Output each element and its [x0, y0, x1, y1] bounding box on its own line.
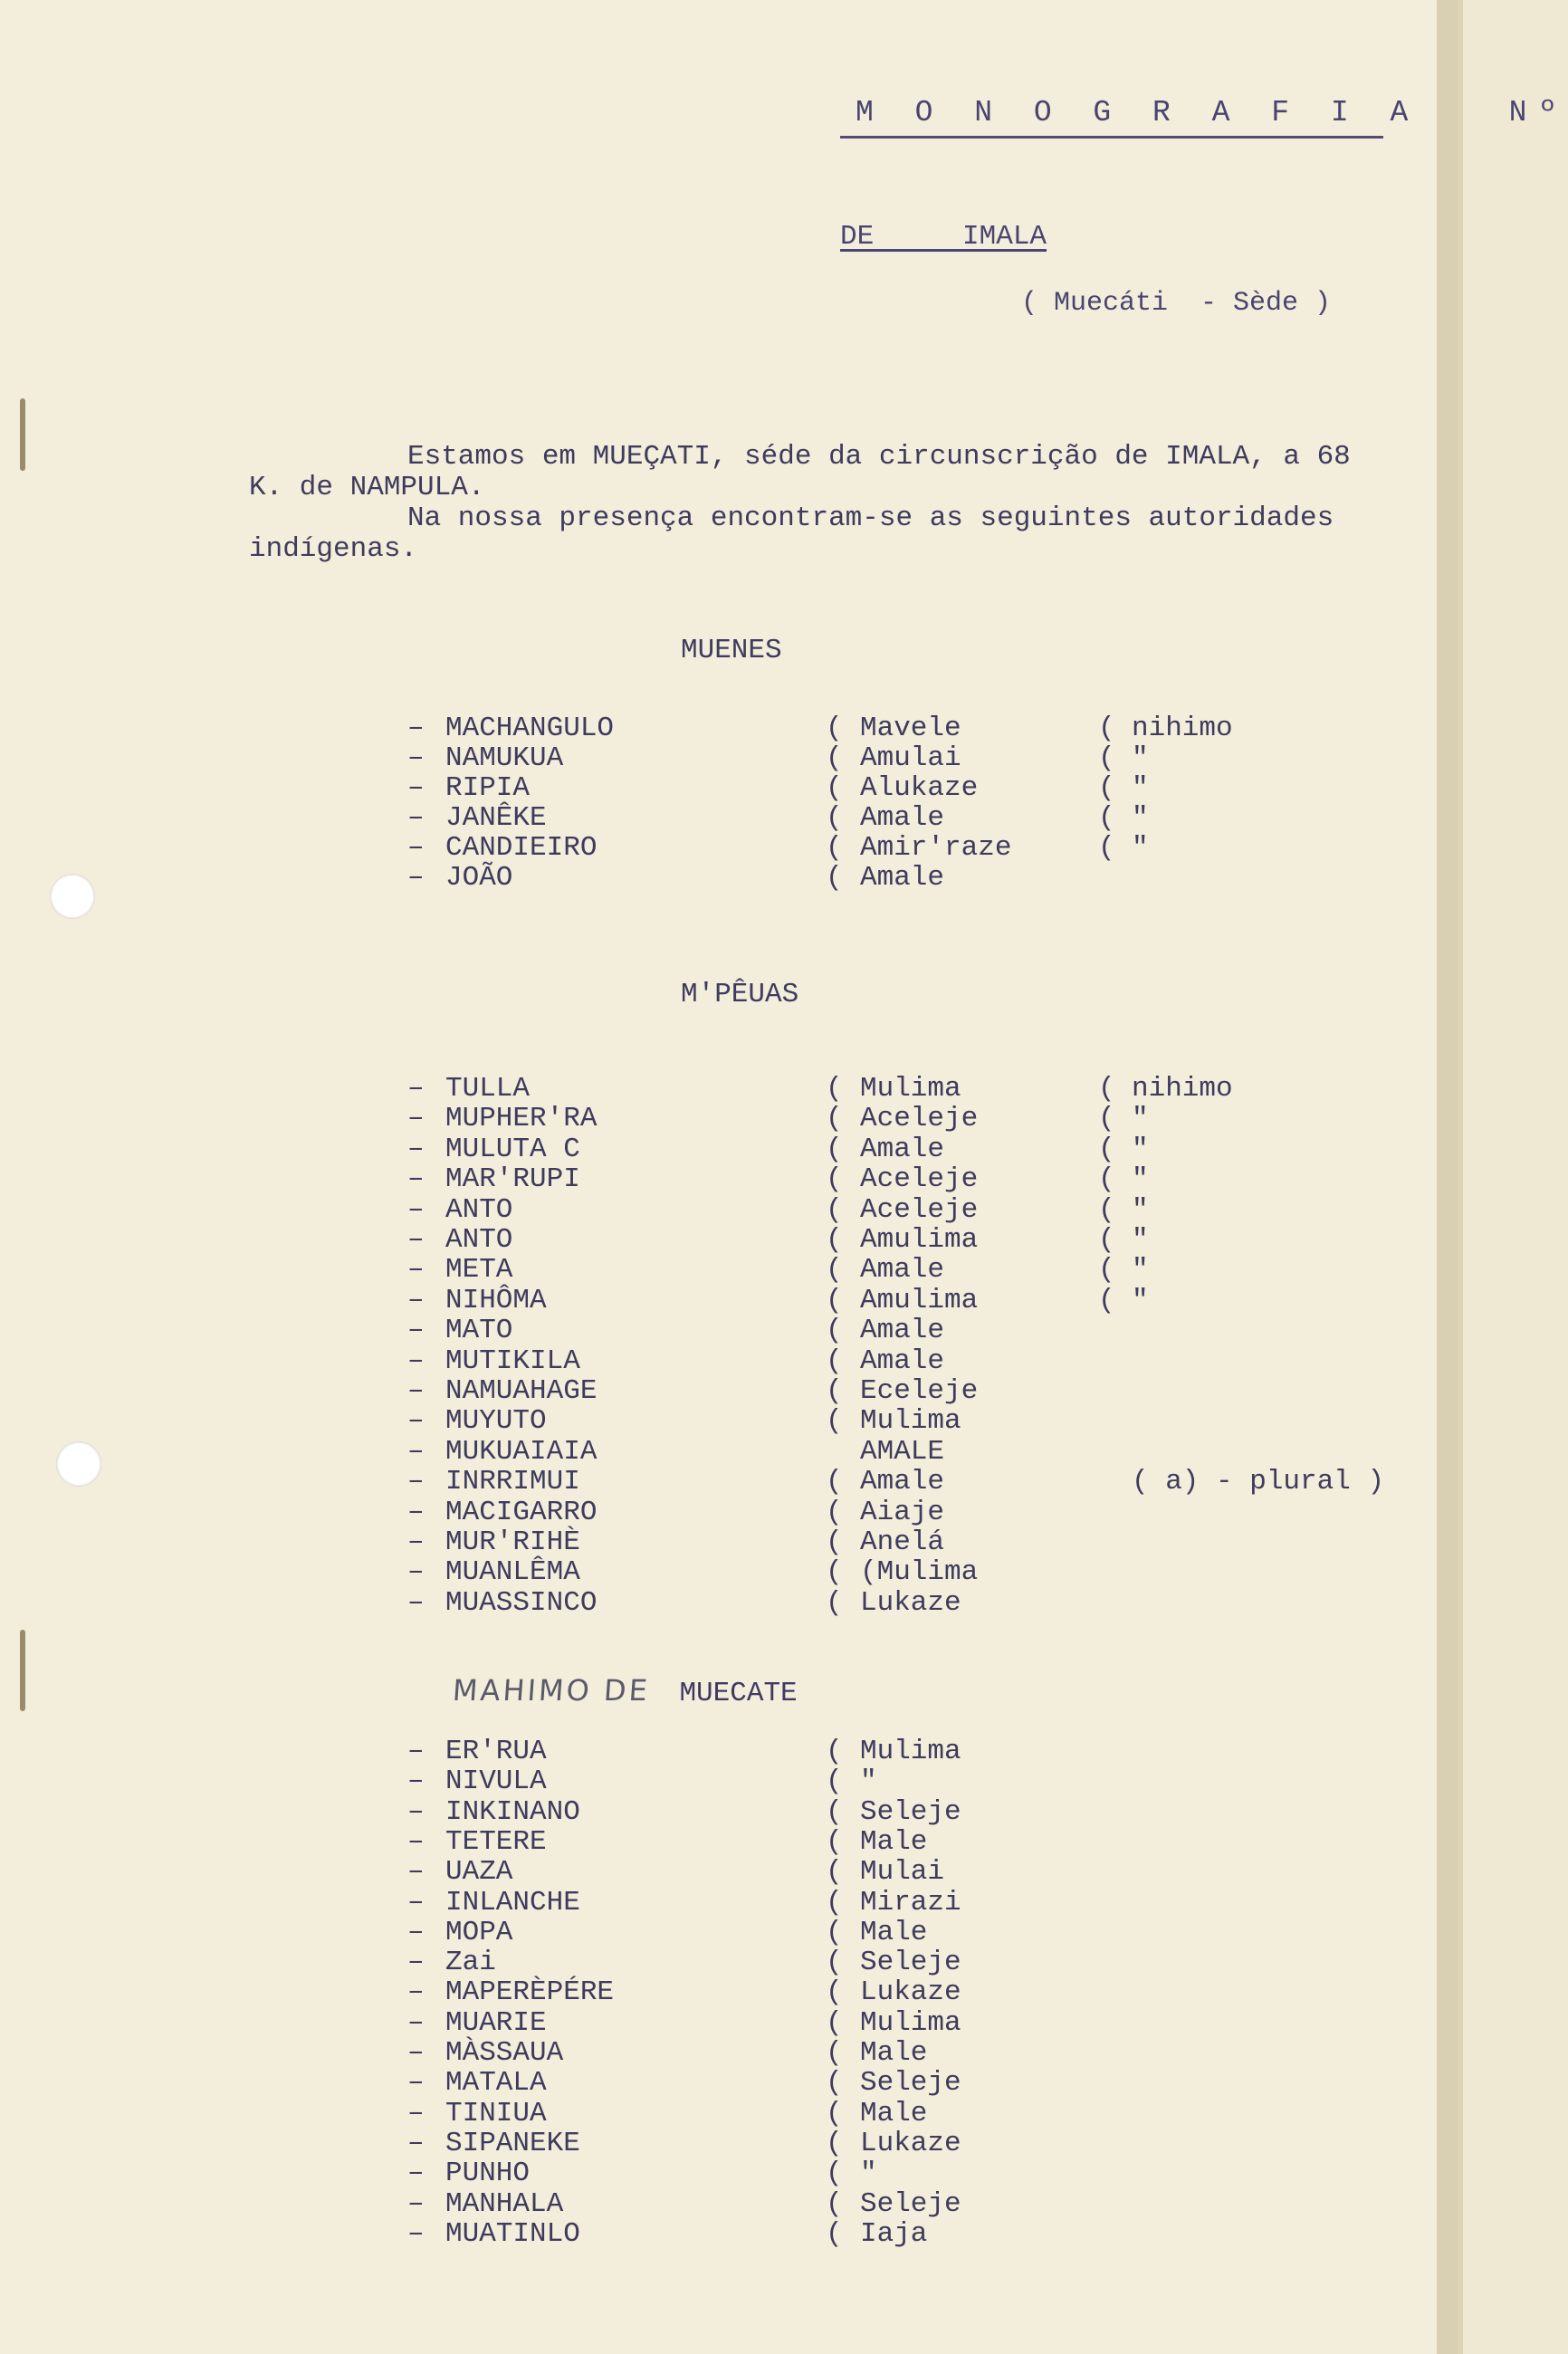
entry-par1: (: [826, 1586, 843, 1619]
list-item: [407, 1557, 1403, 1588]
entry-v1: Seleje: [860, 2067, 961, 2100]
entry-v2: ": [1132, 802, 1149, 834]
section-heading-mpeuas: M'PÊUAS: [681, 979, 799, 1010]
entry-par1: (: [826, 1947, 843, 1979]
entry-v1: Amale: [860, 1466, 945, 1498]
entry-v1: Lukaze: [860, 1586, 961, 1619]
list-item: [407, 1225, 1403, 1256]
entry-name: MUPHER'RA: [445, 1103, 598, 1135]
entry-v1: Amale: [860, 1344, 945, 1377]
entry-dash: –: [407, 832, 425, 864]
entry-name: MACHANGULO: [445, 713, 615, 744]
list-item: [407, 1437, 1403, 1468]
list-item: [407, 743, 1403, 774]
entry-v2: ": [1132, 1254, 1149, 1287]
entry-par1: (: [826, 1526, 843, 1558]
list-item: [407, 1406, 1403, 1437]
entry-name: Zai: [445, 1947, 496, 1979]
entry-dash: –: [407, 1375, 425, 1407]
entry-dash: –: [407, 1254, 425, 1287]
entry-v1: Anelá: [860, 1526, 945, 1558]
list-item: [407, 1074, 1403, 1105]
entry-dash: –: [407, 1795, 425, 1828]
list-item: [407, 1255, 1403, 1286]
list-item: [407, 2038, 1403, 2069]
intro-line-3: Na nossa presença encontram-se as seguintes autoridades: [407, 502, 1334, 534]
entry-v1: Eceleje: [860, 1375, 979, 1407]
entry-v2: ": [1132, 742, 1149, 774]
list-item: [407, 1376, 1403, 1407]
entry-name: NAMUAHAGE: [445, 1375, 598, 1407]
entry-par1: (: [826, 772, 843, 804]
list-item: [407, 1857, 1403, 1888]
binding-mark: [20, 398, 25, 471]
typed-heading: MUECATE: [679, 1678, 798, 1709]
entry-par1: (: [826, 2067, 843, 2100]
entry-par1: (: [826, 862, 843, 894]
entry-v2: ": [1132, 1103, 1149, 1135]
list-item: [407, 1316, 1403, 1346]
entry-dash: –: [407, 1825, 425, 1858]
entry-v1: Seleje: [860, 1795, 961, 1828]
entry-par1: (: [826, 1284, 843, 1316]
entry-par2: (: [1098, 1224, 1115, 1256]
entry-name: JOÃO: [445, 862, 513, 894]
entry-par1: (: [826, 713, 843, 744]
list-item: [407, 803, 1403, 834]
document-subtitle: DE IMALA: [840, 221, 1047, 253]
entry-par1: (: [826, 1375, 843, 1407]
entry-dash: –: [407, 2067, 425, 2100]
entry-par1: (: [826, 1825, 843, 1858]
list-item: [407, 1918, 1403, 1948]
intro-line-1: Estamos em MUEÇATI, séde da circunscrição de IMALA, a 68: [407, 441, 1351, 473]
entry-v2: ( a) - plural ): [1132, 1466, 1385, 1498]
entry-name: TINIUA: [445, 2097, 547, 2129]
entry-par1: (: [826, 1163, 843, 1196]
entry-v1: Amulima: [860, 1284, 979, 1316]
entry-name: INRRIMUI: [445, 1466, 580, 1498]
title-underline: [840, 136, 1383, 139]
entry-dash: –: [407, 1405, 425, 1438]
list-item: [407, 1588, 1403, 1619]
entry-name: MATALA: [445, 2067, 547, 2100]
list-item: [407, 2219, 1403, 2250]
entry-dash: –: [407, 2097, 425, 2129]
document-title: M O N O G R A F I A Nº: [856, 96, 1568, 129]
entry-par1: (: [826, 1556, 843, 1589]
entry-name: ER'RUA: [445, 1736, 547, 1767]
punch-hole-top: [50, 874, 95, 919]
entry-name: MAPERÈPÉRE: [445, 1976, 615, 2009]
entry-dash: –: [407, 1496, 425, 1528]
entry-dash: –: [407, 2217, 425, 2250]
section-heading-mahimo: [453, 1673, 798, 1709]
entry-name: ANTO: [445, 1224, 513, 1256]
entry-name: MUR'RIHÈ: [445, 1526, 580, 1558]
entry-dash: –: [407, 1856, 425, 1889]
punch-hole-bottom: [56, 1441, 101, 1487]
entry-dash: –: [407, 1103, 425, 1135]
entry-dash: –: [407, 1284, 425, 1316]
entry-v1: Amulima: [860, 1224, 979, 1256]
entry-par1: (: [826, 2127, 843, 2159]
entry-v2: ": [1132, 1224, 1149, 1256]
entry-v1: Male: [860, 2037, 928, 2069]
entry-par2: (: [1098, 1103, 1115, 1135]
entry-dash: –: [407, 1435, 425, 1468]
entry-name: MÀSSAUA: [445, 2037, 564, 2069]
list-item: [407, 1766, 1403, 1797]
entry-par1: (: [826, 1795, 843, 1828]
entry-dash: –: [407, 1193, 425, 1226]
entry-name: MANHALA: [445, 2187, 564, 2220]
entry-par2: (: [1098, 713, 1115, 744]
list-item: [407, 1977, 1403, 2008]
entry-v1: Amale: [860, 802, 945, 834]
list-item: [407, 1134, 1403, 1165]
entry-dash: –: [407, 1133, 425, 1165]
entry-v1: Aceleje: [860, 1193, 979, 1226]
entry-par1: (: [826, 2037, 843, 2069]
entry-par1: (: [826, 802, 843, 834]
entry-v1: Mulai: [860, 1856, 945, 1889]
entry-v1: ": [860, 2158, 877, 2190]
entry-par2: (: [1098, 1073, 1115, 1105]
entry-dash: –: [407, 2187, 425, 2220]
entry-dash: –: [407, 1163, 425, 1196]
entry-v1: AMALE: [860, 1435, 945, 1468]
entry-par1: (: [826, 1916, 843, 1948]
entry-par1: (: [826, 832, 843, 864]
entry-par2: (: [1098, 802, 1115, 834]
list-item: [407, 2189, 1403, 2220]
entry-dash: –: [407, 1315, 425, 1347]
entry-par1: (: [826, 1073, 843, 1105]
entry-v1: Amale: [860, 1315, 945, 1347]
entry-name: MATO: [445, 1315, 513, 1347]
entry-v2: ": [1132, 772, 1149, 804]
entry-par1: (: [826, 1886, 843, 1919]
entry-dash: –: [407, 1916, 425, 1948]
entry-v1: Aceleje: [860, 1163, 979, 1196]
entry-v1: ": [860, 1766, 877, 1798]
entry-par2: (: [1098, 1193, 1115, 1226]
entry-par1: (: [826, 1224, 843, 1256]
entry-name: PUNHO: [445, 2158, 531, 2190]
entry-name: RIPIA: [445, 772, 531, 804]
entry-v2: nihimo: [1132, 713, 1233, 744]
entry-par1: (: [826, 1976, 843, 2009]
entry-par1: (: [826, 1766, 843, 1798]
entry-v1: Aceleje: [860, 1103, 979, 1135]
entry-name: MUATINLO: [445, 2217, 580, 2250]
entry-dash: –: [407, 1886, 425, 1919]
entry-name: UAZA: [445, 1856, 513, 1889]
list-item: [407, 1498, 1403, 1528]
entry-par1: (: [826, 1405, 843, 1438]
entry-par1: (: [826, 1856, 843, 1889]
list-item: [407, 2099, 1403, 2129]
entry-name: META: [445, 1254, 513, 1287]
entry-par2: (: [1098, 1163, 1115, 1196]
entry-name: TULLA: [445, 1073, 531, 1105]
entry-name: MUASSINCO: [445, 1586, 598, 1619]
list-item: [407, 1286, 1403, 1316]
entry-v2: ": [1132, 832, 1149, 864]
entry-v2: ": [1132, 1284, 1149, 1316]
list-item: [407, 863, 1403, 894]
handwritten-heading: MAHIMO DE: [451, 1673, 652, 1708]
intro-line-2: K. de NAMPULA.: [249, 472, 485, 503]
entry-v1: Mulima: [860, 2006, 961, 2039]
entry-dash: –: [407, 742, 425, 774]
list-item: [407, 1195, 1403, 1226]
intro-line-4: indígenas.: [249, 533, 418, 565]
entry-v1: Male: [860, 1825, 928, 1858]
entry-par1: (: [826, 742, 843, 774]
entry-name: MUANLÊMA: [445, 1556, 580, 1589]
entry-name: CANDIEIRO: [445, 832, 598, 864]
entry-v1: Male: [860, 1916, 928, 1948]
entry-v2: nihimo: [1132, 1073, 1233, 1105]
entry-dash: –: [407, 1224, 425, 1256]
entry-v1: Lukaze: [860, 1976, 961, 2009]
entry-name: NAMUKUA: [445, 742, 564, 774]
entry-par1: (: [826, 2217, 843, 2250]
entry-name: JANÊKE: [445, 802, 547, 834]
entry-par1: (: [826, 2158, 843, 2190]
list-item: [407, 1527, 1403, 1558]
entry-par1: (: [826, 1466, 843, 1498]
entry-v1: Mirazi: [860, 1886, 961, 1919]
entry-par1: (: [826, 2006, 843, 2039]
list-item: [407, 1104, 1403, 1134]
entry-dash: –: [407, 2158, 425, 2190]
section-heading-muenes: MUENES: [681, 635, 782, 666]
entry-name: MUTIKILA: [445, 1344, 580, 1377]
entry-par2: (: [1098, 1133, 1115, 1165]
entry-dash: –: [407, 1947, 425, 1979]
entry-name: MUKUAIAIA: [445, 1435, 598, 1468]
entry-par1: (: [826, 1496, 843, 1528]
entry-par2: (: [1098, 742, 1115, 774]
binding-mark: [20, 1630, 25, 1711]
entry-par1: (: [826, 1103, 843, 1135]
entry-dash: –: [407, 1466, 425, 1498]
entry-v2: ": [1132, 1163, 1149, 1196]
entry-dash: –: [407, 1526, 425, 1558]
list-item: [407, 1164, 1403, 1195]
entry-v1: Male: [860, 2097, 928, 2129]
entry-v1: Amir'raze: [860, 832, 1012, 864]
list-item: [407, 1346, 1403, 1377]
entry-v1: Mavele: [860, 713, 961, 744]
entry-v1: (Mulima: [860, 1556, 979, 1589]
entry-name: TETERE: [445, 1825, 547, 1858]
entry-dash: –: [407, 1073, 425, 1105]
entry-v1: Mulima: [860, 1405, 961, 1438]
entry-par2: (: [1098, 772, 1115, 804]
entry-par1: (: [826, 1254, 843, 1287]
entry-v2: ": [1132, 1133, 1149, 1165]
list-item: [407, 1737, 1403, 1767]
entry-dash: –: [407, 862, 425, 894]
list-item: [407, 1947, 1403, 1978]
entry-dash: –: [407, 1344, 425, 1377]
entry-dash: –: [407, 1766, 425, 1798]
location-note: ( Muecáti - Sède ): [1021, 288, 1332, 319]
entry-dash: –: [407, 2127, 425, 2159]
list-item: [407, 1797, 1403, 1828]
entry-v1: Seleje: [860, 1947, 961, 1979]
entry-par2: (: [1098, 1284, 1115, 1316]
entry-v1: Amale: [860, 862, 945, 894]
entry-par1: (: [826, 1133, 843, 1165]
entry-v1: Aiaje: [860, 1496, 945, 1528]
entry-v1: Amale: [860, 1254, 945, 1287]
entry-name: ANTO: [445, 1193, 513, 1226]
entry-dash: –: [407, 713, 425, 744]
entry-dash: –: [407, 1586, 425, 1619]
entry-dash: –: [407, 1736, 425, 1767]
entry-dash: –: [407, 1976, 425, 2009]
entry-name: MUYUTO: [445, 1405, 547, 1438]
entry-name: SIPANEKE: [445, 2127, 580, 2159]
entry-par1: (: [826, 2097, 843, 2129]
entry-v1: Lukaze: [860, 2127, 961, 2159]
entry-v1: Mulima: [860, 1073, 961, 1105]
entry-par1: (: [826, 1344, 843, 1377]
entry-par1: (: [826, 1193, 843, 1226]
entry-name: MACIGARRO: [445, 1496, 598, 1528]
entry-dash: –: [407, 2006, 425, 2039]
entry-v1: Alukaze: [860, 772, 979, 804]
entry-dash: –: [407, 772, 425, 804]
entry-v1: Seleje: [860, 2187, 961, 2220]
list-item: [407, 2158, 1403, 2189]
entry-v1: Iaja: [860, 2217, 928, 2250]
entry-name: INKINANO: [445, 1795, 580, 1828]
entry-par1: (: [826, 1315, 843, 1347]
entry-par1: (: [826, 1736, 843, 1767]
list-item: [407, 1827, 1403, 1858]
page-edge: [1437, 0, 1458, 2354]
entry-name: NIHÔMA: [445, 1284, 547, 1316]
entry-v2: ": [1132, 1193, 1149, 1226]
entry-v1: Amulai: [860, 742, 961, 774]
list-item: [407, 2129, 1403, 2159]
entry-dash: –: [407, 802, 425, 834]
list-item: [407, 833, 1403, 864]
list-item: [407, 2068, 1403, 2099]
entry-name: MAR'RUPI: [445, 1163, 580, 1196]
entry-par1: (: [826, 2187, 843, 2220]
list-item: [407, 1467, 1403, 1498]
list-item: [407, 713, 1403, 744]
entry-name: INLANCHE: [445, 1886, 580, 1919]
list-item: [407, 2008, 1403, 2039]
entry-dash: –: [407, 1556, 425, 1589]
list-item: [407, 1888, 1403, 1919]
entry-v1: Mulima: [860, 1736, 961, 1767]
entry-par2: (: [1098, 1254, 1115, 1287]
entry-name: MULUTA C: [445, 1133, 580, 1165]
entry-par2: (: [1098, 832, 1115, 864]
entry-name: MOPA: [445, 1916, 513, 1948]
entry-name: MUARIE: [445, 2006, 547, 2039]
entry-v1: Amale: [860, 1133, 945, 1165]
entry-name: NIVULA: [445, 1766, 547, 1798]
list-item: [407, 773, 1403, 804]
entry-dash: –: [407, 2037, 425, 2069]
